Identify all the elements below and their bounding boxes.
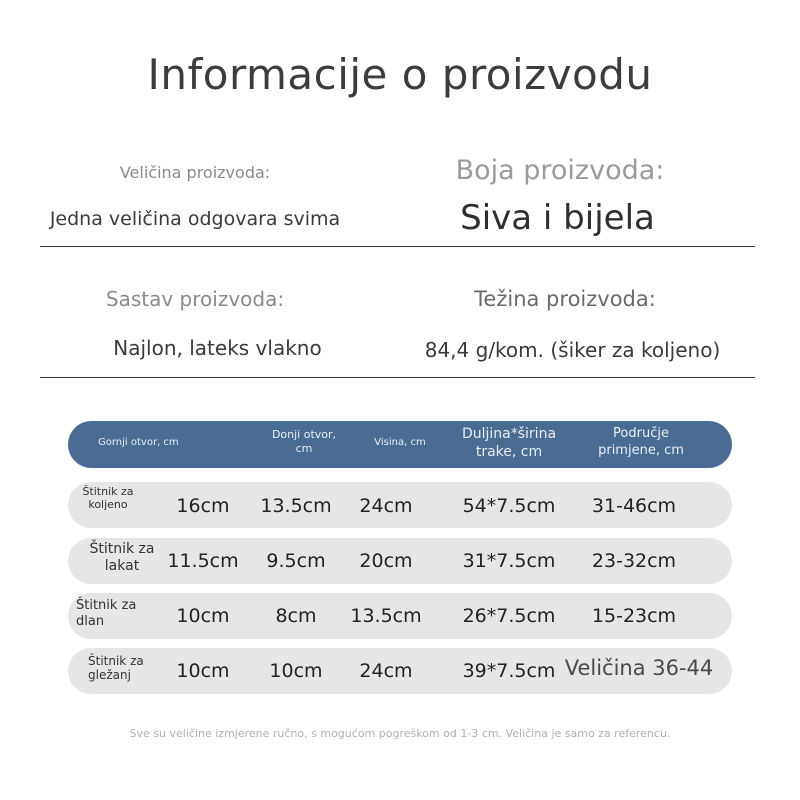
cell-application-range: Veličina 36-44	[564, 656, 714, 680]
product-composition-value: Najlon, lateks vlakno	[113, 336, 322, 360]
header-strap-size: Duljina*širina trake, cm	[461, 426, 557, 461]
cell-height: 24cm	[359, 495, 413, 517]
cell-bottom-opening: 10cm	[269, 660, 323, 682]
cell-top-opening: 16cm	[176, 495, 230, 517]
page-title: Informacije o proizvodu	[147, 50, 653, 99]
cell-strap-size: 26*7.5cm	[462, 605, 556, 627]
cell-application-range: 31-46cm	[591, 495, 677, 517]
product-size-label: Veličina proizvoda:	[119, 163, 271, 182]
cell-strap-size: 54*7.5cm	[462, 495, 556, 517]
table-row	[68, 482, 732, 528]
table-row	[68, 648, 732, 694]
row-label: Štitnik za koljeno	[82, 485, 134, 512]
size-table-header	[68, 421, 732, 468]
cell-bottom-opening: 9.5cm	[266, 550, 326, 572]
cell-height: 24cm	[359, 660, 413, 682]
product-composition-label: Sastav proizvoda:	[105, 287, 285, 311]
product-color-value: Siva i bijela	[460, 198, 655, 238]
table-row	[68, 538, 732, 584]
header-height: Visina, cm	[374, 437, 426, 448]
cell-bottom-opening: 13.5cm	[260, 495, 332, 517]
table-row	[68, 593, 732, 639]
cell-top-opening: 10cm	[176, 605, 230, 627]
cell-strap-size: 31*7.5cm	[462, 550, 556, 572]
header-bottom-opening: Donji otvor, cm	[271, 428, 337, 456]
cell-top-opening: 11.5cm	[167, 550, 239, 572]
row-label: Štitnik za gležanj	[88, 654, 144, 683]
cell-application-range: 15-23cm	[591, 605, 677, 627]
divider	[40, 246, 755, 247]
row-label: Štitnik za dlan	[76, 598, 137, 629]
cell-top-opening: 10cm	[176, 660, 230, 682]
divider	[40, 377, 755, 378]
product-weight-value: 84,4 g/kom. (šiker za koljeno)	[424, 338, 721, 362]
footnote: Sve su veličine izmjerene ručno, s mogućom pogreškom od 1-3 cm. Veličina je samo za referencu.	[129, 727, 671, 740]
cell-bottom-opening: 8cm	[275, 605, 317, 627]
cell-strap-size: 39*7.5cm	[462, 660, 556, 682]
row-label: Štitnik za lakat	[89, 541, 155, 574]
header-application-range: Područje primjene, cm	[598, 426, 684, 458]
product-weight-label: Težina proizvoda:	[474, 287, 656, 311]
cell-height: 13.5cm	[350, 605, 422, 627]
product-color-label: Boja proizvoda:	[455, 155, 665, 186]
header-top-opening: Gornji otvor, cm	[98, 437, 179, 448]
cell-height: 20cm	[359, 550, 413, 572]
product-size-value: Jedna veličina odgovara svima	[49, 208, 341, 230]
cell-application-range: 23-32cm	[591, 550, 677, 572]
